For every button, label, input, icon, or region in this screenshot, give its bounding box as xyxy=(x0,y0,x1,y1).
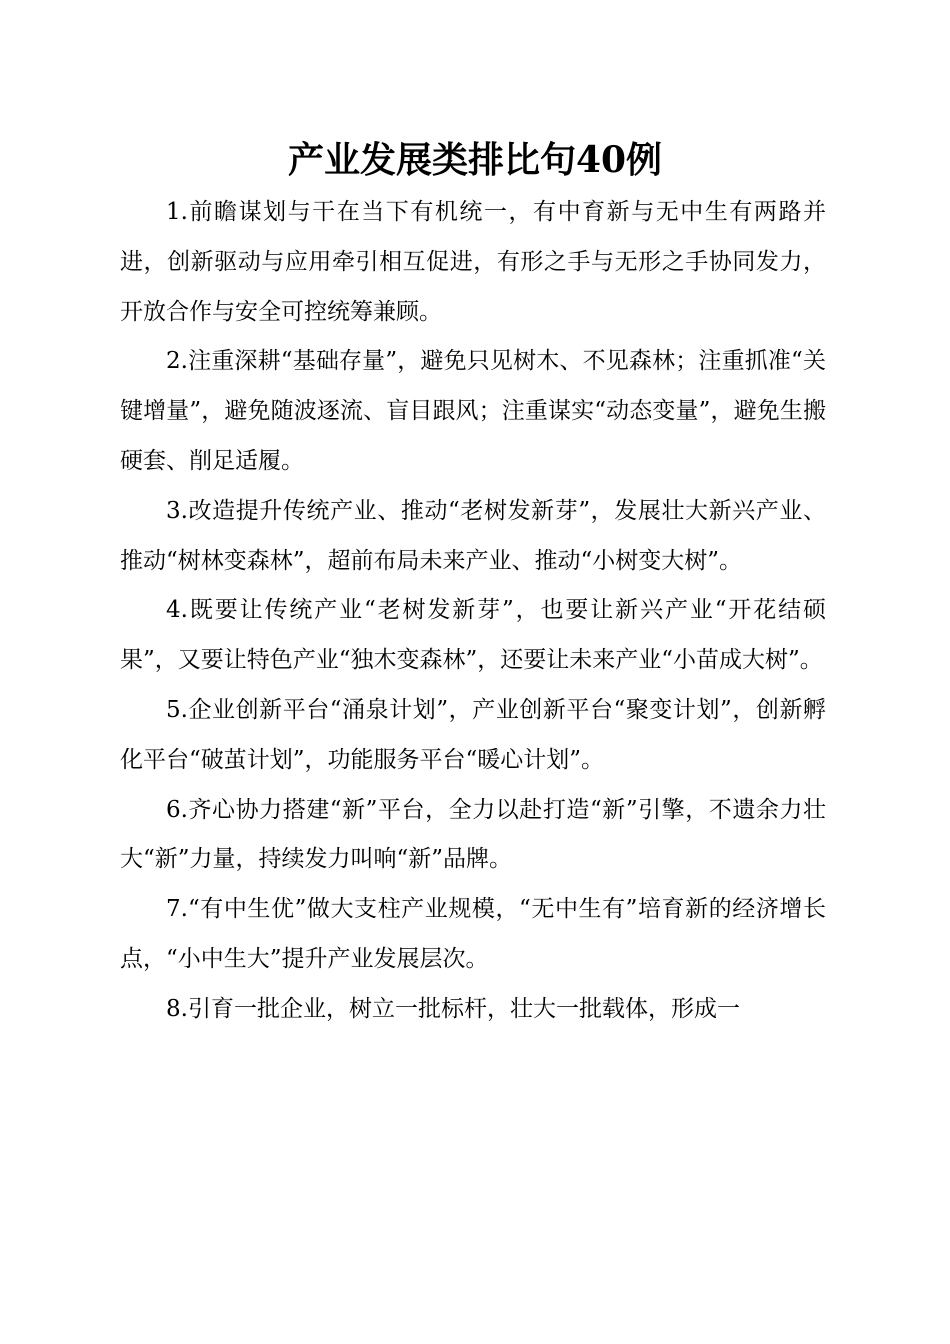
paragraph-5: 5.企业创新平台“涌泉计划”，产业创新平台“聚变计划”，创新孵化平台“破茧计划”，功能服务平台“暖心计划”。 xyxy=(120,696,826,773)
paragraph-4: 4.既要让传统产业“老树发新芽”，也要让新兴产业“开花结硕果”，又要让特色产业“独木变森林”，还要让未来产业“小苗成大树”。 xyxy=(120,597,826,674)
document-body xyxy=(120,188,826,1035)
paragraph-8: 8.引育一批企业，树立一批标杆，壮大一批载体，形成一 xyxy=(166,995,740,1022)
document-title: 产业发展类排比句40例 xyxy=(287,139,663,181)
paragraph-2: 2.注重深耕“基础存量”，避免只见树木、不见森林；注重抓准“关键增量”，避免随波逐流、盲目跟风；注重谋实“动态变量”，避免生搬硬套、削足适履。 xyxy=(120,348,826,474)
paragraph-1: 1.前瞻谋划与干在当下有机统一，有中育新与无中生有两路并进，创新驱动与应用牵引相互促进，有形之手与无形之手协同发力，开放合作与安全可控统筹兼顾。 xyxy=(120,199,826,325)
paragraph-6: 6.齐心协力搭建“新”平台，全力以赴打造“新”引擎，不遗余力壮大“新”力量，持续发力叫响“新”品牌。 xyxy=(120,796,826,873)
paragraph-7: 7.“有中生优”做大支柱产业规模，“无中生有”培育新的经济增长点，“小中生大”提升产业发展层次。 xyxy=(120,896,826,972)
paragraph-3: 3.改造提升传统产业、推动“老树发新芽”，发展壮大新兴产业、推动“树林变森林”，超前布局未来产业、推动“小树变大树”。 xyxy=(120,497,826,574)
